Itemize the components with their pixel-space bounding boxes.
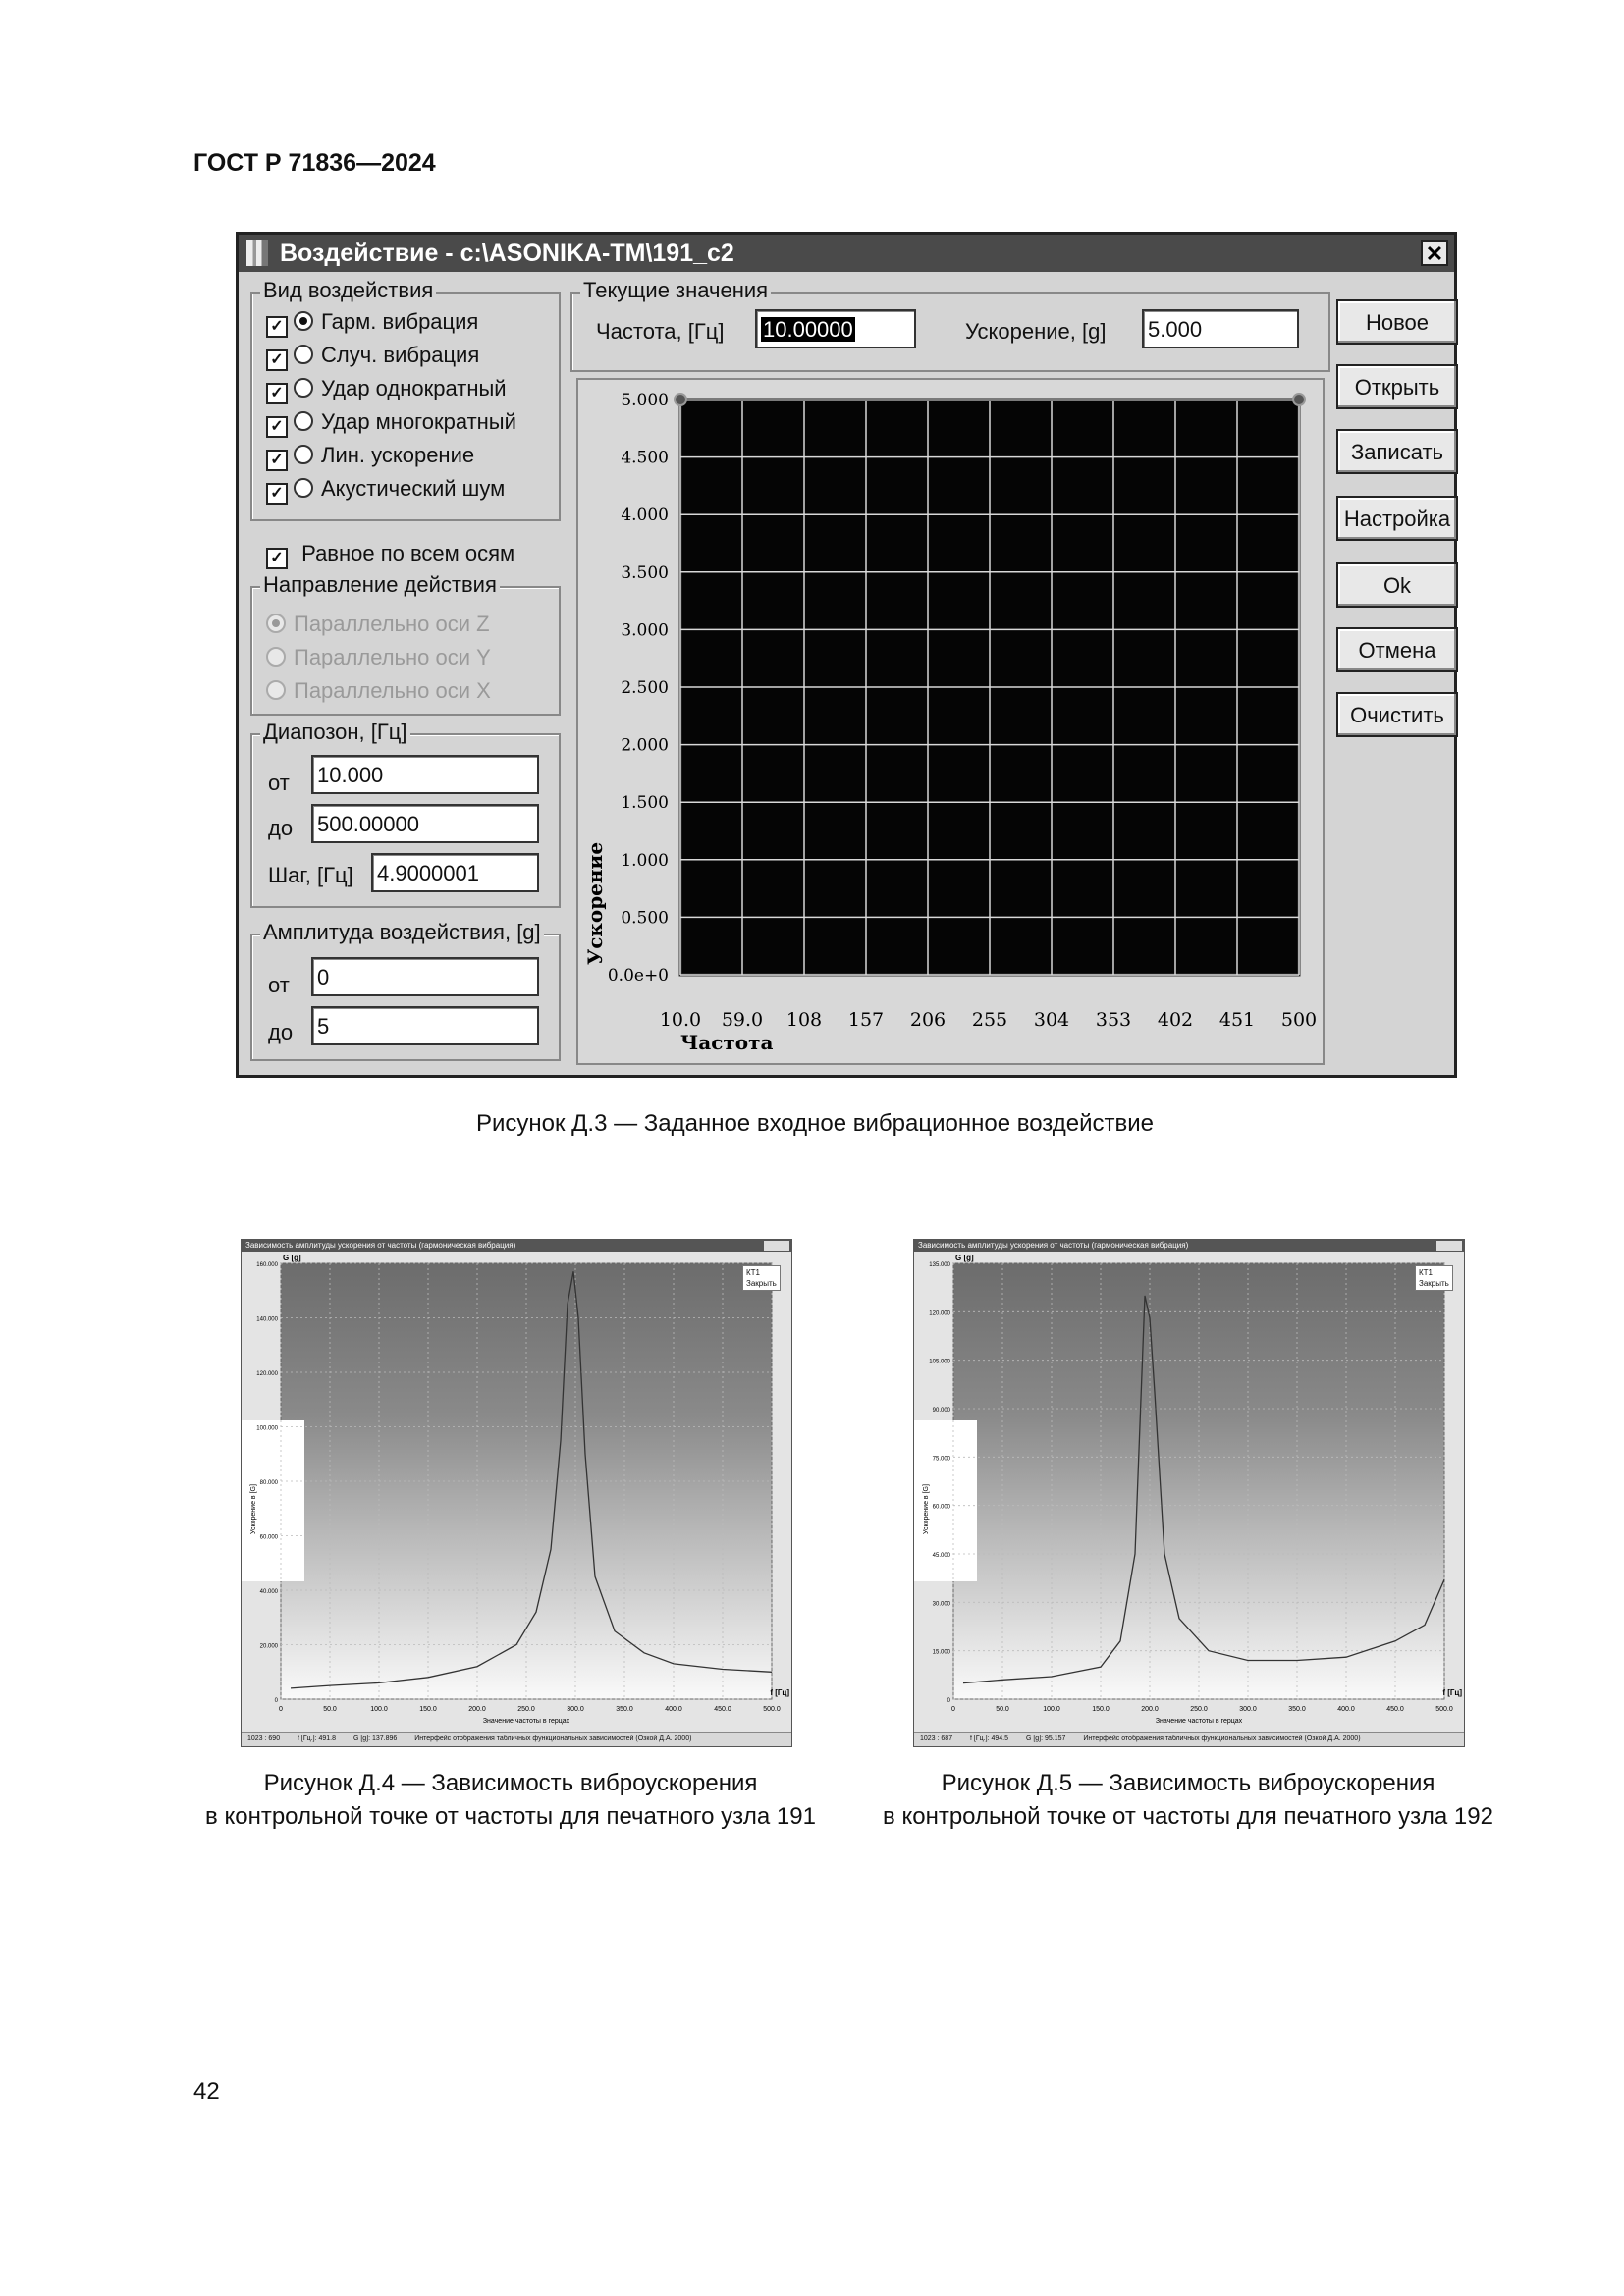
legend-close[interactable]: Закрыть <box>1419 1279 1449 1288</box>
checkbox-icon[interactable]: ✓ <box>266 450 288 471</box>
range-legend: Диапозон, [Гц] <box>260 720 410 745</box>
checkbox-icon[interactable]: ✓ <box>266 349 288 371</box>
impact-type-label: Удар однократный <box>321 376 507 400</box>
impact-type-item[interactable] <box>266 309 478 338</box>
range-step-label: Шаг, [Гц] <box>268 863 353 887</box>
x-axis-label: Частота <box>680 1031 774 1054</box>
impact-type-label: Случ. вибрация <box>321 343 480 367</box>
y-tick-label: 2.500 <box>621 678 669 698</box>
x-tick-label: 350.0 <box>1288 1706 1306 1713</box>
direction-item[interactable] <box>260 612 490 637</box>
radio-icon[interactable] <box>294 411 313 431</box>
acceleration-input[interactable]: 5.000 <box>1142 309 1299 348</box>
checkbox-icon[interactable]: ✓ <box>266 483 288 505</box>
direction-item[interactable] <box>260 645 491 670</box>
legend-series: КТ1 <box>1419 1268 1433 1277</box>
current-values-legend: Текущие значения <box>580 278 771 303</box>
graph-status-bar <box>242 1732 791 1746</box>
impact-type-item[interactable] <box>266 443 474 471</box>
response-graph-191 <box>241 1239 792 1747</box>
x-tick-label: 150.0 <box>1092 1706 1110 1713</box>
x-tick-label: 10.0 <box>659 1009 702 1031</box>
x-axis-label: Значение частоты в герцах <box>482 1718 570 1725</box>
status-cursor: 1023 : 690 <box>247 1735 281 1742</box>
amplitude-legend: Амплитуда воздействия, [g] <box>260 920 544 945</box>
status-info: Интерфейс отображения табличных функциональных зависимостей (Озкой Д.А. 2000) <box>414 1735 692 1742</box>
range-from-input[interactable]: 10.000 <box>311 755 539 794</box>
y-tick-label: 60.000 <box>259 1534 278 1541</box>
figure-4-caption-line1: Рисунок Д.4 — Зависимость виброускорения <box>263 1770 758 1796</box>
cancel-button[interactable]: Отмена <box>1336 627 1458 672</box>
page-number: 42 <box>193 2078 220 2105</box>
y-tick-label: 105.000 <box>929 1359 950 1365</box>
status-cursor: 1023 : 687 <box>920 1735 953 1742</box>
x-tick-label: 255 <box>971 1009 1008 1031</box>
ok-button[interactable]: Ok <box>1336 562 1458 608</box>
x-tick-label: 451 <box>1218 1009 1256 1031</box>
x-tick-label: 206 <box>909 1009 947 1031</box>
radio-icon[interactable] <box>294 478 313 498</box>
y-tick-label: 0 <box>274 1698 278 1704</box>
y-tick-label: 3.000 <box>621 620 669 641</box>
impact-chart[interactable] <box>578 380 1326 1067</box>
direction-label: Параллельно оси Y <box>294 645 491 669</box>
status-frequency: f [Гц.]: 494.5 <box>970 1735 1008 1742</box>
impact-type-item[interactable] <box>266 376 507 404</box>
amplitude-to-input[interactable]: 5 <box>311 1006 539 1045</box>
range-step-input[interactable]: 4.9000001 <box>371 853 539 892</box>
x-tick-label: 350.0 <box>616 1706 633 1713</box>
frequency-input[interactable] <box>755 309 916 348</box>
impact-type-label: Гарм. вибрация <box>321 309 479 334</box>
acceleration-label: Ускорение, [g] <box>965 319 1107 344</box>
impact-type-item[interactable] <box>266 343 479 371</box>
figure-3-caption: Рисунок Д.3 — Заданное входное вибрационное воздействие <box>475 1110 1155 1137</box>
equal-axes-label: Равное по всем осям <box>301 541 515 565</box>
x-tick-label: 100.0 <box>1043 1706 1060 1713</box>
x-tick-label: 157 <box>847 1009 885 1031</box>
x-tick-label: 402 <box>1157 1009 1194 1031</box>
impact-type-item[interactable] <box>266 409 516 438</box>
radio-icon[interactable] <box>294 378 313 398</box>
y-unit-label: G [g] <box>955 1254 974 1262</box>
y-tick-label: 1.500 <box>621 793 669 814</box>
graph-legend <box>742 1265 781 1291</box>
status-frequency: f [Гц.]: 491.8 <box>298 1735 336 1742</box>
range-from-label: от <box>268 771 290 795</box>
checkbox-icon[interactable]: ✓ <box>266 383 288 404</box>
x-unit-label: f [Гц] <box>1442 1688 1462 1697</box>
data-point[interactable] <box>675 394 686 405</box>
impact-type-legend: Вид воздействия <box>260 278 436 303</box>
status-info: Интерфейс отображения табличных функциональных зависимостей (Озкой Д.А. 2000) <box>1083 1735 1361 1742</box>
y-tick-label: 75.000 <box>932 1456 950 1463</box>
range-to-input[interactable]: 500.00000 <box>311 804 539 843</box>
figure-5-caption-line1: Рисунок Д.5 — Зависимость виброускорения <box>941 1770 1435 1796</box>
y-tick-label: 15.000 <box>932 1649 950 1656</box>
y-tick-label: 100.000 <box>256 1425 278 1432</box>
x-tick-label: 300.0 <box>1239 1706 1257 1713</box>
y-tick-label: 4.000 <box>621 506 669 526</box>
x-tick-label: 150.0 <box>419 1706 437 1713</box>
graph-legend <box>1415 1265 1453 1291</box>
direction-label: Параллельно оси Z <box>294 612 490 636</box>
checkbox-icon[interactable]: ✓ <box>266 316 288 338</box>
y-tick-label: 80.000 <box>259 1480 278 1486</box>
checkbox-icon[interactable]: ✓ <box>266 416 288 438</box>
y-tick-label: 120.000 <box>256 1371 278 1377</box>
save-button[interactable]: Записать <box>1336 429 1458 474</box>
x-tick-label: 108 <box>785 1009 823 1031</box>
radio-icon[interactable] <box>294 311 313 331</box>
impact-dialog <box>236 232 1457 1078</box>
amplitude-to-label: до <box>268 1020 294 1044</box>
x-tick-label: 500.0 <box>1435 1706 1453 1713</box>
x-tick-label: 400.0 <box>665 1706 682 1713</box>
direction-label: Параллельно оси X <box>294 678 491 703</box>
y-tick-label: 4.500 <box>621 448 669 468</box>
frequency-label: Частота, [Гц] <box>596 319 725 344</box>
checkbox-icon[interactable]: ✓ <box>266 548 288 569</box>
radio-icon[interactable] <box>294 445 313 464</box>
x-unit-label: f [Гц] <box>770 1688 789 1697</box>
x-tick-label: 400.0 <box>1337 1706 1355 1713</box>
y-unit-label: G [g] <box>283 1254 301 1262</box>
x-tick-label: 304 <box>1033 1009 1070 1031</box>
impact-type-label: Лин. ускорение <box>321 443 475 467</box>
y-tick-label: 160.000 <box>256 1262 278 1268</box>
y-tick-label: 45.000 <box>932 1553 950 1559</box>
x-tick-label: 450.0 <box>1386 1706 1404 1713</box>
figure-4-caption <box>177 1767 844 1834</box>
x-tick-label: 200.0 <box>468 1706 486 1713</box>
graph-title: Зависимость амплитуды ускорения от частоты (гармоническая вибрация) <box>245 1241 516 1250</box>
impact-type-label: Удар многократный <box>321 409 516 434</box>
title-bar[interactable] <box>239 235 1454 272</box>
y-tick-label: 135.000 <box>929 1262 950 1268</box>
graph-status-bar <box>914 1732 1464 1746</box>
y-axis-label: Ускорение в [G] <box>250 1484 257 1534</box>
response-chart-192[interactable] <box>914 1240 1464 1746</box>
close-button[interactable]: ✕ <box>1421 240 1448 266</box>
y-tick-label: 0.500 <box>621 908 669 929</box>
y-tick-label: 40.000 <box>259 1589 278 1595</box>
y-tick-label: 3.500 <box>621 562 669 583</box>
document-header: ГОСТ Р 71836—2024 <box>193 149 436 177</box>
x-tick-label: 500.0 <box>763 1706 781 1713</box>
figure-4-caption-line2: в контрольной точке от частоты для печатного узла 191 <box>205 1803 816 1830</box>
graph-title: Зависимость амплитуды ускорения от частоты (гармоническая вибрация) <box>918 1241 1189 1250</box>
y-tick-label: 1.000 <box>621 850 669 871</box>
x-axis-label: Значение частоты в герцах <box>1155 1718 1243 1725</box>
y-axis-label: Ускорение <box>583 841 607 965</box>
direction-item[interactable] <box>260 678 491 704</box>
y-tick-label: 90.000 <box>932 1408 950 1414</box>
x-tick-label: 100.0 <box>370 1706 388 1713</box>
new-button[interactable]: Новое <box>1336 299 1458 345</box>
response-chart-191[interactable] <box>242 1240 791 1746</box>
radio-icon[interactable] <box>294 345 313 364</box>
status-acceleration: G [g]: 95.157 <box>1025 1735 1066 1742</box>
y-tick-label: 30.000 <box>932 1601 950 1608</box>
app-icon <box>246 240 268 266</box>
radio-icon[interactable] <box>266 647 286 667</box>
amplitude-from-label: от <box>268 973 290 997</box>
y-tick-label: 0.0e+0 <box>607 966 669 986</box>
x-tick-label: 300.0 <box>567 1706 584 1713</box>
x-tick-label: 500 <box>1280 1009 1318 1031</box>
y-tick-label: 140.000 <box>256 1316 278 1323</box>
range-to-label: до <box>268 816 294 840</box>
impact-type-label: Акустический шум <box>321 476 506 501</box>
y-tick-label: 0 <box>947 1698 950 1704</box>
x-tick-label: 200.0 <box>1141 1706 1159 1713</box>
figure-5-caption <box>854 1767 1522 1834</box>
legend-close[interactable]: Закрыть <box>746 1279 777 1288</box>
y-tick-label: 120.000 <box>929 1310 950 1317</box>
plot-panel <box>576 378 1325 1065</box>
settings-button[interactable]: Настройка <box>1336 496 1458 541</box>
y-tick-label: 60.000 <box>932 1504 950 1511</box>
direction-legend: Направление действия <box>260 572 500 598</box>
y-axis-label: Ускорение в [G] <box>923 1484 930 1534</box>
x-tick-label: 0 <box>951 1706 955 1713</box>
amplitude-from-input[interactable]: 0 <box>311 957 539 996</box>
radio-icon[interactable] <box>266 614 286 633</box>
radio-icon[interactable] <box>266 680 286 700</box>
equal-axes-checkbox[interactable] <box>266 541 514 569</box>
x-tick-label: 250.0 <box>1190 1706 1208 1713</box>
y-tick-label: 5.000 <box>621 391 669 410</box>
x-tick-label: 250.0 <box>517 1706 535 1713</box>
figure-5-caption-line2: в контрольной точке от частоты для печатного узла 192 <box>883 1803 1493 1830</box>
y-tick-label: 2.000 <box>621 735 669 756</box>
response-graph-192 <box>913 1239 1465 1747</box>
x-tick-label: 450.0 <box>714 1706 731 1713</box>
status-acceleration: G [g]: 137.896 <box>352 1735 398 1742</box>
open-button[interactable]: Открыть <box>1336 364 1458 409</box>
x-tick-label: 50.0 <box>996 1706 1009 1713</box>
clear-button[interactable]: Очистить <box>1336 692 1458 737</box>
y-tick-label: 20.000 <box>259 1643 278 1650</box>
x-tick-label: 353 <box>1095 1009 1132 1031</box>
data-point[interactable] <box>1293 394 1305 405</box>
window-title: Воздействие - c:\ASONIKA-TM\191_c2 <box>280 240 734 267</box>
x-tick-label: 0 <box>279 1706 283 1713</box>
x-tick-label: 59.0 <box>721 1009 764 1031</box>
legend-series: КТ1 <box>746 1268 760 1277</box>
frequency-value: 10.00000 <box>763 317 853 342</box>
impact-type-item[interactable] <box>266 476 505 505</box>
x-tick-label: 50.0 <box>323 1706 337 1713</box>
